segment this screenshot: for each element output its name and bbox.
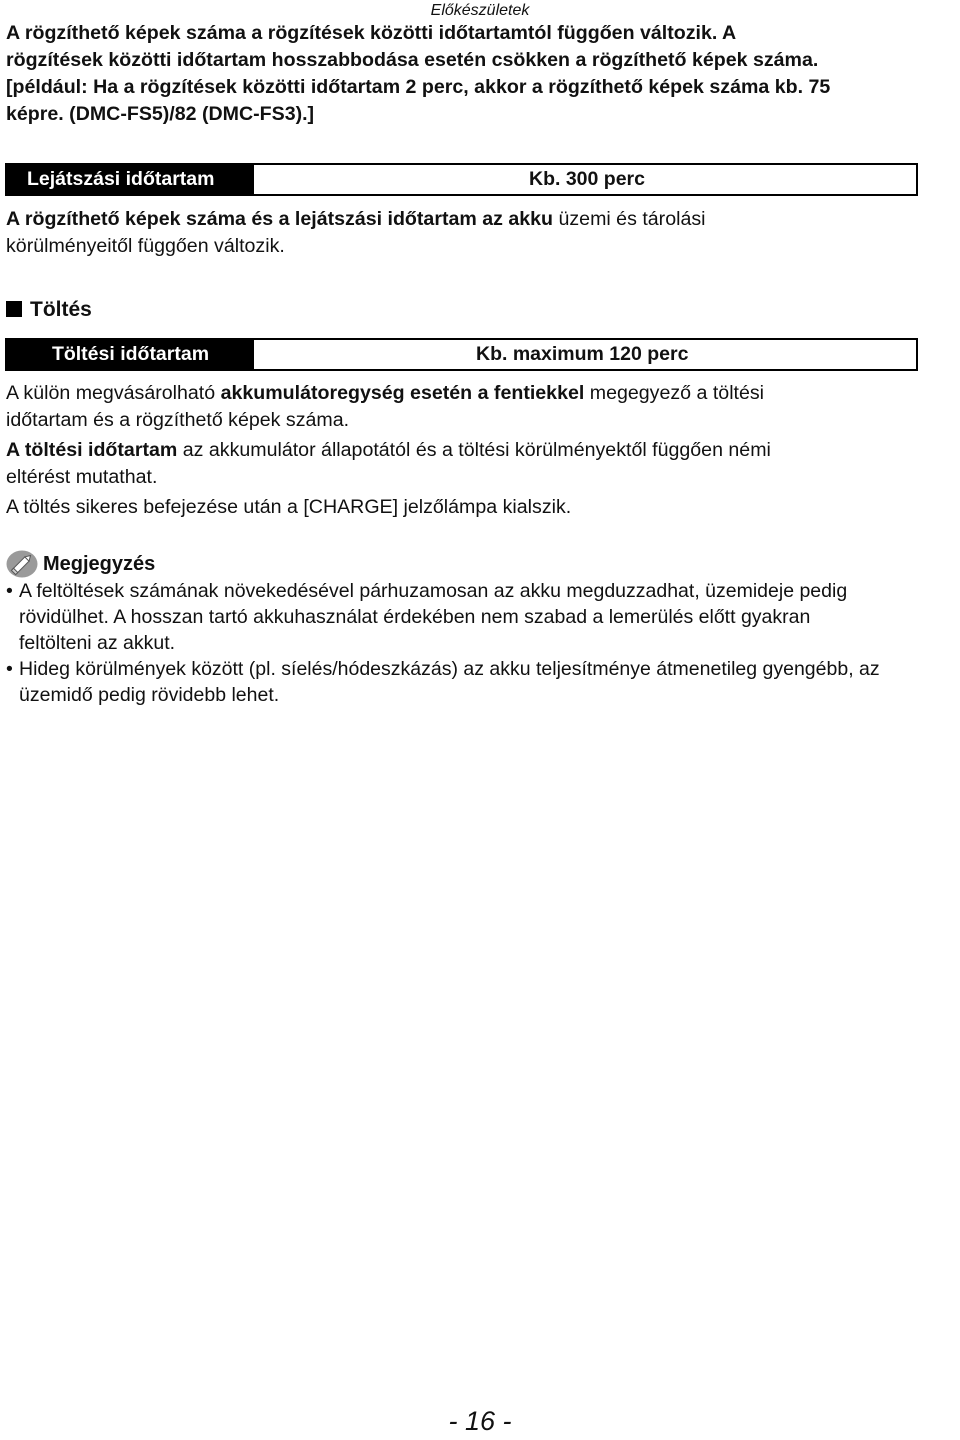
note-bullet-line: rövidülhet. A hosszan tartó akkuhasználat érdekében nem szabad a lemerülés előtt gyakran <box>19 606 811 628</box>
charging-p1-line <box>6 380 764 407</box>
playback-note-line <box>6 206 706 233</box>
playback-note-bold: A rögzíthető képek száma és a lejátszási időtartam az akku <box>6 208 554 230</box>
note-heading <box>6 550 155 578</box>
note-bullet-line: Hideg körülmények között (pl. síelés/hódeszkázás) az akku teljesítménye átmenetileg gyengébb, az <box>19 658 880 680</box>
pencil-note-icon <box>6 550 39 578</box>
playback-time-value: Kb. 300 perc <box>529 168 645 190</box>
charging-p2-line <box>6 437 771 464</box>
page-number: - 16 - <box>448 1406 512 1436</box>
charging-p1-line: időtartam és a rögzíthető képek száma. <box>6 409 350 431</box>
intro-line: A rögzíthető képek száma a rögzítések közötti időtartamtól függően változik. A <box>6 22 737 44</box>
charging-paragraph-1 <box>6 380 764 434</box>
intro-line: rögzítések közötti időtartam hosszabbodása esetén csökken a rögzíthető képek száma. <box>6 49 819 71</box>
playback-time-label: Lejátszási időtartam <box>7 165 254 194</box>
playback-note-line: körülményeitől függően változik. <box>6 235 285 257</box>
note-bullet <box>6 656 960 708</box>
intro-line: képre. (DMC-FS5)/82 (DMC-FS3).] <box>6 103 315 125</box>
charging-p2-bold: A töltési időtartam <box>6 439 178 461</box>
charging-paragraph-2 <box>6 437 771 491</box>
intro-paragraph <box>6 20 830 128</box>
playback-note <box>6 206 706 260</box>
section-header: Előkészületek <box>430 2 530 19</box>
note-bullet-line: üzemidő pedig rövidebb lehet. <box>19 684 280 706</box>
charging-time-row <box>5 338 918 371</box>
playback-time-row <box>5 163 918 196</box>
square-bullet-icon <box>6 301 22 317</box>
charging-p1-c: megegyező a töltési <box>584 382 765 404</box>
bullet-dot-icon: • <box>6 580 13 602</box>
charging-section-title <box>6 298 92 322</box>
charging-title-text: Töltés <box>30 298 92 321</box>
charging-p2-line: eltérést mutathat. <box>6 466 158 488</box>
note-bullet-line: feltölteni az akkut. <box>19 632 176 654</box>
charging-time-label: Töltési időtartam <box>7 340 254 369</box>
intro-line: [például: Ha a rögzítések közötti időtartam 2 perc, akkor a rögzíthető képek száma kb. 75 <box>6 76 831 98</box>
note-bullet <box>6 578 960 656</box>
charging-p1-bold: akkumulátoregység esetén a fentiekkel <box>220 382 585 404</box>
charging-time-value: Kb. maximum 120 perc <box>476 343 689 365</box>
charging-p1-a: A külön megvásárolható <box>6 382 221 404</box>
charging-p2-normal: az akkumulátor állapotától és a töltési körülményektől függően némi <box>177 439 771 461</box>
charging-paragraph-3: A töltés sikeres befejezése után a [CHARGE] jelzőlámpa kialszik. <box>6 496 572 518</box>
note-title: Megjegyzés <box>43 552 156 575</box>
bullet-dot-icon: • <box>6 658 13 680</box>
note-bullet-line: A feltöltések számának növekedésével párhuzamosan az akku megduzzadhat, üzemideje pedig <box>19 580 848 602</box>
playback-note-normal: üzemi és tárolási <box>553 208 706 230</box>
